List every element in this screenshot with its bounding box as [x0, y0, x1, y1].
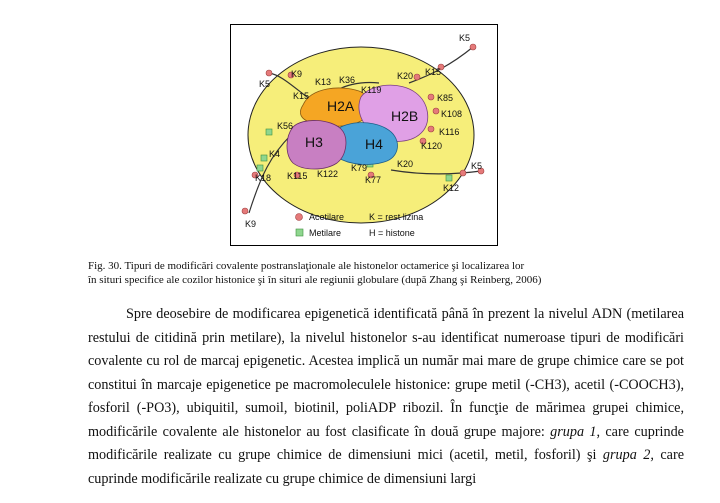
methyl-square [261, 155, 267, 161]
site-label: K115 [287, 171, 308, 181]
site-label: K12 [443, 183, 460, 193]
paragraph-part-3: care cuprinde modificările realizate cu grupe chimice de dimensiuni largi [88, 447, 684, 487]
site-label: K18 [255, 173, 272, 183]
grupa-1-term: grupa 1 [550, 423, 597, 440]
figure-caption [88, 259, 688, 287]
paragraph-part-2: , care cuprinde modificările realizate cu grupe chimice de dimensiuni mici (acetil, metil, fosforil) şi [88, 423, 684, 463]
acetyl-dot [266, 70, 272, 76]
acetyl-dot [414, 74, 420, 80]
site-label: K9 [291, 69, 303, 79]
site-label: K13 [315, 77, 332, 87]
site-label: K85 [437, 93, 454, 103]
legend-methyl-label: Metilare [309, 228, 342, 238]
site-label: K108 [441, 109, 463, 119]
site-label: K15 [425, 67, 442, 77]
methyl-square [446, 175, 452, 181]
caption-line-2: în situri specifice ale cozilor histonice şi în situri ale regiunii globulare (după Zhang şi Reinberg, 2006) [88, 274, 542, 286]
acetyl-dot [428, 126, 434, 132]
legend-acetyl-label: Acetilare [309, 212, 345, 222]
site-label: K77 [365, 175, 382, 185]
h4-label: H4 [365, 136, 383, 152]
acetyl-dot [428, 94, 434, 100]
site-label: K122 [317, 169, 339, 179]
site-label: K20 [397, 159, 414, 169]
acetyl-dot [460, 170, 466, 176]
site-label: K36 [339, 75, 356, 85]
site-label: K9 [245, 219, 257, 229]
site-label: K4 [269, 149, 281, 159]
legend-k-definition: K = rest lizina [369, 212, 424, 222]
legend-acetyl-dot [296, 214, 303, 221]
site-label: K56 [277, 121, 294, 131]
site-label: K20 [397, 71, 414, 81]
site-label: K120 [421, 141, 443, 151]
acetyl-dot [433, 108, 439, 114]
h2b-label: H2B [391, 108, 419, 124]
h3-label: H3 [305, 134, 323, 150]
caption-line-1: Fig. 30. Tipuri de modificări covalente postranslaţionale ale histonelor octamerice şi localizarea lor [88, 260, 525, 272]
site-label: K116 [439, 127, 460, 137]
site-label: K5 [471, 161, 483, 171]
histone-diagram [231, 25, 497, 245]
acetyl-dot [470, 44, 476, 50]
grupa-2-term: grupa 2, [602, 447, 654, 463]
body-paragraph [88, 303, 684, 491]
site-label: K5 [259, 79, 271, 89]
methyl-square [257, 165, 263, 171]
site-label: K5 [459, 33, 471, 43]
paragraph-part-1: Spre deosebire de modificarea epigenetică identificată până în prezent la nivelul ADN (metilarea restului de citidină prin metilare), la nivelul histonelor s-au identificat numeroase tipuri de modificări covalente cu rol de marcaj epigenetic. Acestea implică un număr mai mare de grupe chimice care se pot constitui în marcaje epigenetice pe macromoleculele histonice: grupe metil (-CH3), acetil (-COOCH3), fosforil (-PO3), ubiquitil, sumoil, biotinil, poliADP ribozil. În funcţie de mărimea grupei chimice, modificările covalente ale histonelor au fost clasificate în două grupe majore: [88, 306, 684, 440]
histone-figure [230, 24, 498, 246]
h2a-label: H2A [327, 98, 355, 114]
acetyl-dot [242, 208, 248, 214]
methyl-square [266, 129, 272, 135]
site-label: K15 [293, 91, 310, 101]
site-label: K79 [351, 163, 368, 173]
legend-h-definition: H = histone [369, 228, 415, 238]
site-label: K119 [361, 85, 382, 95]
legend-methyl-square [296, 229, 303, 236]
